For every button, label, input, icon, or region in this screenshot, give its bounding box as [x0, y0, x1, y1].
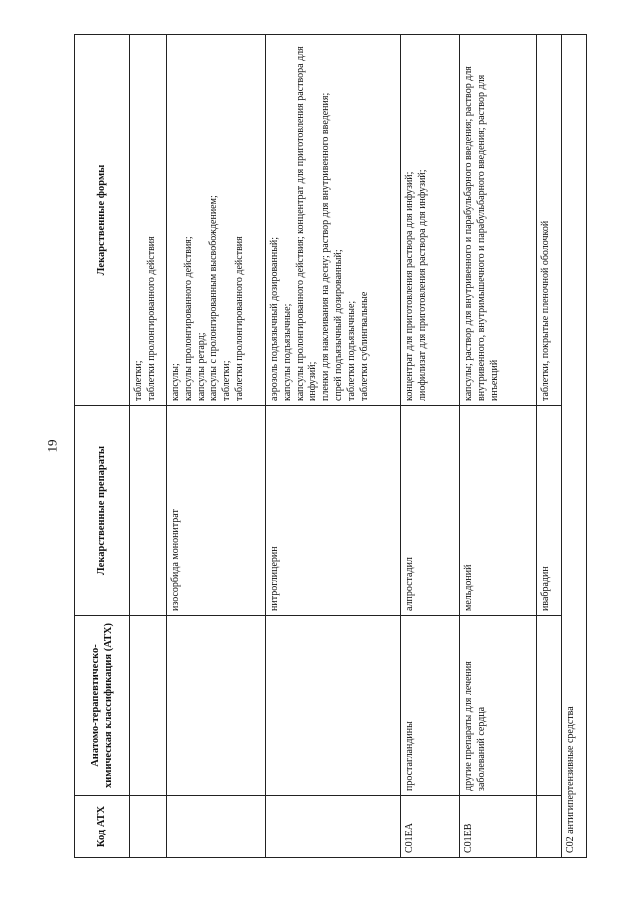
form-line: таблетки, покрытые пленочной оболочкой — [540, 220, 551, 401]
cell-code — [167, 796, 266, 858]
form-line: таблетки сублингвальные — [358, 291, 370, 401]
form-line: таблетки подъязычные; — [345, 300, 357, 401]
form-line: спрей подъязычный дозированный; — [332, 249, 344, 401]
table-row — [266, 35, 401, 858]
form-line: аэрозоль подъязычный дозированный; — [269, 236, 280, 401]
cell-classification: другие препараты для лечения заболеваний сердца — [460, 616, 537, 796]
form-line: таблетки пролонгированного действия — [233, 236, 245, 401]
header-forms: Лекарственные формы — [75, 35, 130, 406]
cell-forms — [266, 35, 401, 406]
rotated-document — [74, 34, 588, 858]
table-row — [167, 35, 266, 858]
cell-code — [266, 796, 401, 858]
cell-classification — [266, 616, 401, 796]
cell-forms — [460, 35, 537, 406]
cell-forms — [130, 35, 167, 406]
form-line: капсулы подъязычные; — [281, 303, 293, 401]
cell-code — [537, 796, 562, 858]
table-header-row — [75, 35, 130, 858]
header-code: Код АТХ — [75, 796, 130, 858]
cell-forms — [537, 35, 562, 406]
table-row — [537, 35, 562, 858]
header-classification: Анатомо-терапевтическо-химическая классификация (АТХ) — [75, 616, 130, 796]
form-line: лиофилизат для приготовления раствора для инфузий; — [416, 169, 428, 401]
form-line: пленки для наклеивания на десну; раствор для внутривенного введения; — [320, 92, 332, 401]
section-heading: C02 антигипертензивные средства — [562, 35, 587, 858]
form-line: капсулы; — [170, 363, 181, 401]
cell-drug — [130, 406, 167, 616]
cell-classification — [167, 616, 266, 796]
form-line: капсулы пролонгированного действия; — [182, 236, 194, 401]
form-line: таблетки пролонгированного действия — [145, 236, 157, 401]
cell-forms — [167, 35, 266, 406]
form-line: таблетки; — [133, 360, 144, 401]
cell-code — [130, 796, 167, 858]
atc-table — [74, 34, 587, 858]
form-line: таблетки; — [221, 360, 233, 401]
cell-drug: ивабрадин — [537, 406, 562, 616]
cell-forms — [401, 35, 460, 406]
cell-classification: простагландины — [401, 616, 460, 796]
form-line: капсулы ретард; — [195, 332, 207, 401]
form-line: капсулы; раствор для внутривенного и парабульбарного введения; раствор для внутривенного, внутримышечного и парабульбарного введения; раствор для инъекций — [463, 66, 500, 401]
cell-drug: изосорбида мононитрат — [167, 406, 266, 616]
header-drugs: Лекарственные препараты — [75, 406, 130, 616]
section-row — [562, 35, 587, 858]
cell-drug: мельдоний — [460, 406, 537, 616]
table-row — [460, 35, 537, 858]
form-line: капсулы пролонгированного действия; концентрат для приготовления раствора для инфузий; — [294, 46, 319, 401]
cell-code: C01EB — [460, 796, 537, 858]
cell-drug: нитроглицерин — [266, 406, 401, 616]
cell-code: C01EA — [401, 796, 460, 858]
form-line: концентрат для приготовления раствора для инфузий; — [404, 171, 415, 401]
table-row — [401, 35, 460, 858]
cell-drug: алпростадил — [401, 406, 460, 616]
form-line: капсулы с пролонгированным высвобождением; — [208, 195, 220, 401]
cell-classification — [130, 616, 167, 796]
page-number: 19 — [44, 439, 60, 453]
table-row — [130, 35, 167, 858]
cell-classification — [537, 616, 562, 796]
